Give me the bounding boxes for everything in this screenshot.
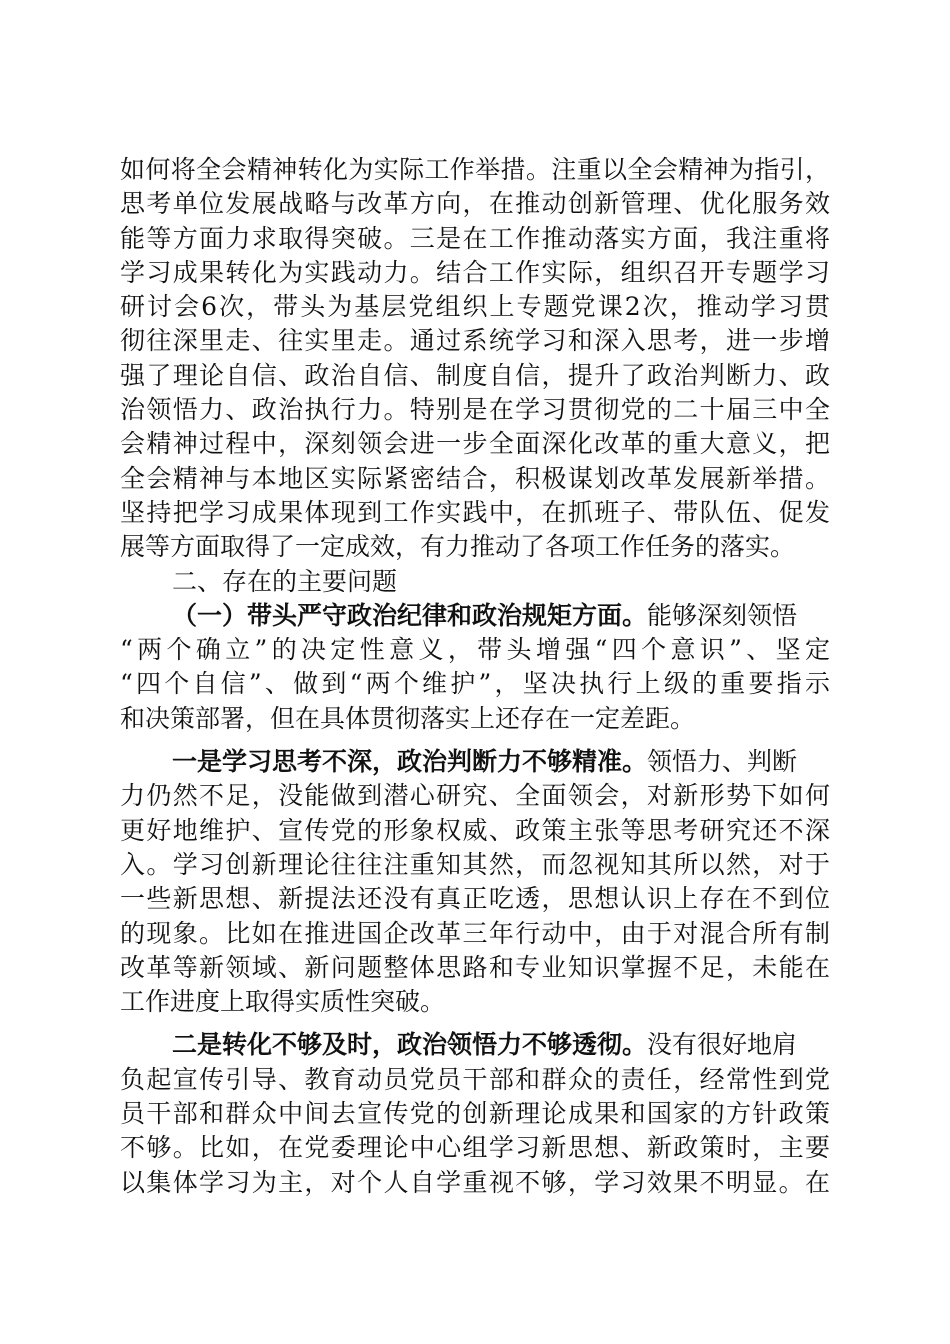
line-text: 不够。比如，在党委理论中心组学习新思想、新政策时，主要 <box>120 1133 830 1163</box>
line-text: 没有很好地肩 <box>647 1030 798 1060</box>
line-text: 全会精神与本地区实际紧密结合，积极谋划改革发展新举措。 <box>120 463 830 493</box>
line-text: 力仍然不足，没能做到潜心研究、全面领会，对新形势下如何 <box>120 781 830 811</box>
line-text: “四个自信”、做到“两个维护”，坚决执行上级的重要指示 <box>120 669 830 699</box>
line-text: 研讨会6次，带头为基层党组织上专题党课2次，推动学习贯 <box>120 292 830 322</box>
line-text: 治领悟力、政治执行力。特别是在学习贯彻党的二十届三中全 <box>120 395 830 425</box>
line-text: 员干部和群众中间去宣传党的创新理论成果和国家的方针政策 <box>120 1099 830 1129</box>
line-text: 强了理论自信、政治自信、制度自信，提升了政治判断力、政 <box>120 360 830 390</box>
text-line <box>120 324 830 358</box>
paragraph <box>120 599 830 736</box>
text-line <box>120 256 830 290</box>
paragraph <box>120 153 830 565</box>
text-line <box>120 667 830 701</box>
line-text: 会精神过程中，深刻领会进一步全面深化改革的重大意义，把 <box>120 429 830 459</box>
text-line <box>120 187 830 221</box>
text-line <box>120 222 830 256</box>
text-line <box>120 917 830 951</box>
line-text: 以集体学习为主，对个人自学重视不够，学习效果不明显。在 <box>120 1167 830 1197</box>
text-line <box>120 153 830 187</box>
text-line <box>120 462 830 496</box>
text-line <box>120 702 830 736</box>
line-text: 如何将全会精神转化为实际工作举措。注重以全会精神为指引， <box>120 155 830 184</box>
text-line <box>120 814 830 848</box>
line-text: 能够深刻领悟 <box>647 600 798 630</box>
line-text: “两个确立”的决定性意义，带头增强“四个意识”、坚定 <box>120 635 831 665</box>
line-text: 能等方面力求取得突破。三是在工作推动落实方面，我注重将 <box>120 223 830 253</box>
text-line <box>120 848 830 882</box>
text-line <box>120 427 830 461</box>
line-text: 负起宣传引导、教育动员党员干部和群众的责任，经常性到党 <box>120 1064 830 1094</box>
text-line <box>120 530 830 564</box>
text-line <box>120 290 830 324</box>
text-line <box>120 985 830 1019</box>
text-line <box>120 496 830 530</box>
line-text: 的现象。比如在推进国企改革三年行动中，由于对混合所有制 <box>120 918 830 948</box>
paragraph <box>120 745 830 1019</box>
text-line <box>120 393 830 427</box>
line-text: 更好地维护、宣传党的形象权威、政策主张等思考研究还不深 <box>120 815 830 845</box>
text-line <box>120 1097 830 1131</box>
text-line <box>120 951 830 985</box>
text-line <box>120 779 830 813</box>
line-text: 和决策部署，但在具体贯彻落实上还存在一定差距。 <box>120 703 696 733</box>
line-text: 工作进度上取得实质性突破。 <box>120 987 446 1017</box>
bold-lead: 二是转化不够及时，政治领悟力不够透彻。 <box>172 1030 648 1060</box>
bold-lead: 一是学习思考不深，政治判断力不够精准。 <box>172 747 648 777</box>
bold-lead: （一）带头严守政治纪律和政治规矩方面。 <box>172 600 648 630</box>
text-line <box>120 359 830 393</box>
text-line <box>120 1028 830 1062</box>
line-text: 一些新思想、新提法还没有真正吃透，思想认识上存在不到位 <box>120 884 830 914</box>
line-text: 入。学习创新理论往往注重知其然，而忽视知其所以然，对于 <box>120 849 830 879</box>
section-heading <box>120 565 830 599</box>
text-line <box>120 565 830 599</box>
text-line <box>120 599 830 633</box>
line-text: 学习成果转化为实践动力。结合工作实际，组织召开专题学习 <box>120 257 830 287</box>
document-body <box>120 153 830 1200</box>
text-line <box>120 882 830 916</box>
line-text: 二、存在的主要问题 <box>172 566 398 596</box>
paragraph <box>120 1028 830 1199</box>
text-line <box>120 1166 830 1200</box>
line-text: 领悟力、判断 <box>647 747 798 777</box>
line-text: 坚持把学习成果体现到工作实践中，在抓班子、带队伍、促发 <box>120 497 830 527</box>
text-line <box>120 633 830 667</box>
text-line <box>120 745 830 779</box>
line-text: 思考单位发展战略与改革方向，在推动创新管理、优化服务效 <box>120 189 830 219</box>
line-text: 彻往深里走、往实里走。通过系统学习和深入思考，进一步增 <box>120 326 830 356</box>
line-text: 改革等新领域、新问题整体思路和专业知识掌握不足，未能在 <box>120 952 830 982</box>
text-line <box>120 1063 830 1097</box>
text-line <box>120 1131 830 1165</box>
line-text: 展等方面取得了一定成效，有力推动了各项工作任务的落实。 <box>120 532 796 562</box>
